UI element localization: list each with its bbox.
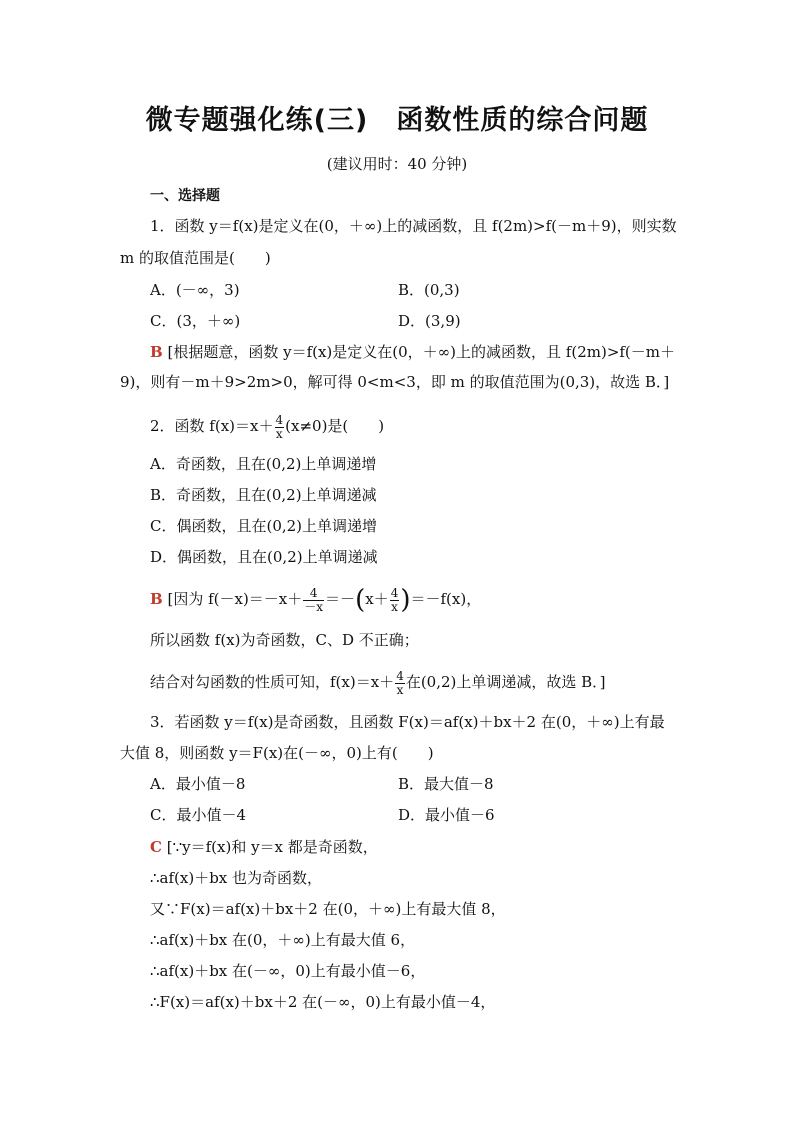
q1-answer: B [150,343,163,361]
q1-explanation-line1: B [根据题意，函数 y＝f(x)是定义在(0，＋∞)上的减函数，且 f(2m)>f(－m＋ [150,343,676,361]
q3-option-b: B．最大值－8 [398,775,494,793]
q3-explanation-line4: ∴af(x)＋bx 在(0，＋∞)上有最大值 6， [150,931,416,949]
q2-option-d: D．偶函数，且在(0,2)上单调递减 [150,548,378,566]
q1-option-b: B．(0,3) [398,281,460,299]
q3-explanation-line3: 又∵F(x)＝af(x)＋bx＋2 在(0，＋∞)上有最大值 8， [150,900,506,918]
q3-explanation-line2: ∴af(x)＋bx 也为奇函数， [150,869,323,887]
q1-explanation-line2: 9)，则有－m＋9>2m>0，解可得 0<m<3，即 m 的取值范围为(0,3)，故选 B．] [120,373,670,391]
q2-option-a: A．奇函数，且在(0,2)上单调递增 [150,455,377,473]
q2-stem: 2．函数 f(x)＝x＋ $\frac{4}{x}$ (x≠0)是( ) [150,412,385,441]
q3-explanation-line5: ∴af(x)＋bx 在(－∞，0)上有最小值－6， [150,962,426,980]
section-heading: 一、选择题 [150,188,220,204]
q2-exp-fraction2: $\frac{4}{x}$ [390,585,399,614]
q3-explanation-line1: C [∵y＝f(x)和 y＝x 都是奇函数， [150,838,378,856]
q1-stem-line2: m 的取值范围是( ) [120,249,271,267]
suggested-time: (建议用时：40 分钟) [326,155,468,173]
q2-fraction: $\frac{4}{x}$ [275,412,284,441]
q2-explanation-line1: B [因为 f(－x)＝－x＋ $\frac{4}{-x}$ ＝－(x＋ $\frac{4}{x}$ )＝－f(x)， [150,585,482,615]
q3-option-d: D．最小值－6 [398,806,495,824]
q2-option-b: B．奇函数，且在(0,2)上单调递减 [150,486,377,504]
page-title: 微专题强化练(三) 函数性质的综合问题 [145,105,649,136]
q1-stem-line1: 1．函数 y＝f(x)是定义在(0，＋∞)上的减函数，且 f(2m)>f(－m＋9)，则实数 [150,217,677,235]
q3-stem-line1: 3．若函数 y＝f(x)是奇函数，且函数 F(x)＝af(x)＋bx＋2 在(0，＋∞)上有最 [150,713,665,731]
q2-explanation-line3: 结合对勾函数的性质可知，f(x)＝x＋ $\frac{4}{x}$ 在(0,2)上单调递减，故选 B．] [150,668,606,697]
q3-stem-line2: 大值 8，则函数 y＝F(x)在(－∞，0)上有( ) [120,744,434,762]
q1-option-c: C．(3，＋∞) [150,312,241,330]
q1-option-a: A．(－∞，3) [150,281,240,299]
q3-explanation-line6: ∴F(x)＝af(x)＋bx＋2 在(－∞，0)上有最小值－4， [150,993,496,1011]
q2-option-c: C．偶函数，且在(0,2)上单调递增 [150,517,378,535]
q3-option-c: C．最小值－4 [150,806,247,824]
q2-answer: B [150,590,163,608]
q2-exp-fraction1: $\frac{4}{-x}$ [304,585,324,614]
q2-explanation-line2: 所以函数 f(x)为奇函数，C、D 不正确； [150,631,419,649]
q3-option-a: A．最小值－8 [150,775,246,793]
q1-option-d: D．(3,9) [398,312,461,330]
q2-exp-fraction3: $\frac{4}{x}$ [396,668,404,697]
q3-answer: C [150,838,162,856]
